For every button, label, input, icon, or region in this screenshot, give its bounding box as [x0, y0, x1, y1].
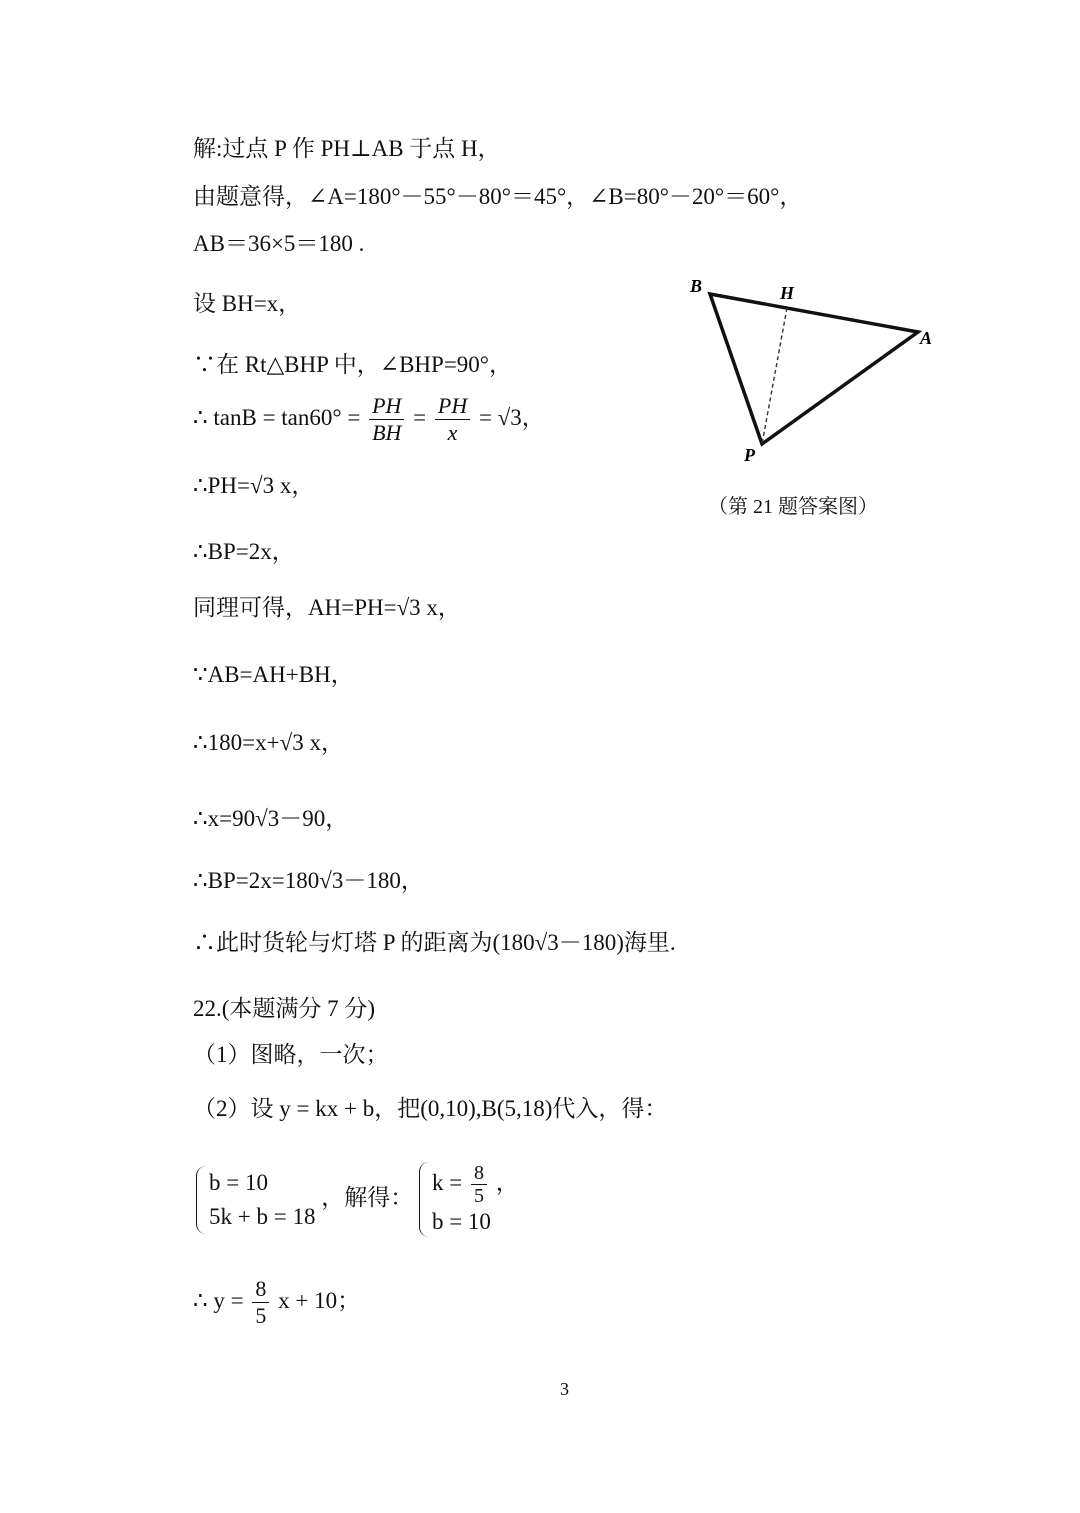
page-number: 3 — [560, 1379, 569, 1399]
system-2-eq-2: b = 10 — [431, 1209, 491, 1234]
solution-line-5: ∵在 Rt△BHP 中，∠BHP=90°， — [193, 352, 512, 377]
system-2-eq-1-lhs: k = — [431, 1169, 463, 1195]
label-a: A — [920, 328, 933, 348]
system-2-eq-1-trail: ， — [495, 1169, 519, 1195]
fraction-denominator: BH — [372, 420, 402, 445]
fraction-numerator: 8 — [252, 1276, 269, 1303]
label-h: H — [780, 283, 795, 303]
system-1-eq-1: b = 10 — [209, 1169, 268, 1195]
fraction-ph-bh — [369, 393, 404, 446]
q22-systems — [196, 1162, 519, 1237]
fraction-denominator: 5 — [255, 1303, 267, 1328]
equation-system-2 — [419, 1162, 519, 1237]
tan-suffix: = √3， — [478, 404, 545, 430]
fraction-ph-x — [435, 393, 470, 446]
fraction-numerator: PH — [435, 393, 470, 420]
fraction-numerator: PH — [369, 393, 404, 420]
q22-header: 22.(本题满分 7 分) — [193, 996, 376, 1021]
solution-line-9: 同理可得，AH=PH=√3 x， — [193, 595, 461, 620]
fraction-denominator: x — [447, 420, 458, 445]
solution-line-10: ∵AB=AH+BH， — [193, 662, 354, 687]
q22-part-2: （2）设 y = kx + b，把(0,10),B(5,18)代入，得： — [193, 1096, 668, 1121]
label-b: B — [690, 276, 703, 296]
q22-result — [193, 1276, 360, 1329]
solution-line-4: 设 BH=x， — [193, 291, 302, 316]
altitude-ph — [762, 308, 787, 444]
solution-line-3: AB＝36×5＝180 . — [193, 231, 365, 256]
fraction-8-5-result — [252, 1276, 269, 1329]
equation-system-1 — [196, 1166, 315, 1234]
result-suffix: x + 10； — [278, 1287, 361, 1313]
figure-caption: （第 21 题答案图） — [708, 496, 878, 518]
solution-line-11: ∴180=x+√3 x， — [193, 730, 344, 755]
solution-line-1: 解:过点 P 作 PH⊥AB 于点 H， — [193, 136, 501, 161]
solution-line-8: ∴BP=2x， — [193, 539, 295, 564]
tan-prefix: ∴ tanB = tan60° = — [193, 404, 361, 430]
solution-line-6 — [193, 393, 545, 446]
solution-line-7: ∴PH=√3 x， — [193, 473, 315, 498]
solution-line-2: 由题意得，∠A=180°－55°－80°＝45°，∠B=80°－20°＝60°， — [193, 184, 803, 209]
solve-word: ，解得： — [321, 1184, 414, 1210]
triangle-bap — [710, 294, 918, 444]
system-1-eq-2: 5k + b = 18 — [209, 1203, 316, 1229]
label-p: P — [744, 445, 755, 465]
fraction-8-5 — [471, 1162, 487, 1207]
solution-line-14: ∴此时货轮与灯塔 P 的距离为(180√3－180)海里. — [193, 930, 676, 955]
result-prefix: ∴ y = — [193, 1287, 244, 1313]
fraction-denominator: 5 — [473, 1185, 484, 1207]
fraction-numerator: 8 — [471, 1162, 487, 1185]
system-2-eq-1 — [432, 1162, 519, 1207]
q22-part-1: （1）图略，一次； — [193, 1042, 389, 1067]
triangle-figure — [680, 270, 950, 470]
solution-line-13: ∴BP=2x=180√3－180， — [193, 868, 424, 893]
solution-line-12: ∴x=90√3－90， — [193, 806, 349, 831]
equals-sign: = — [413, 404, 427, 430]
